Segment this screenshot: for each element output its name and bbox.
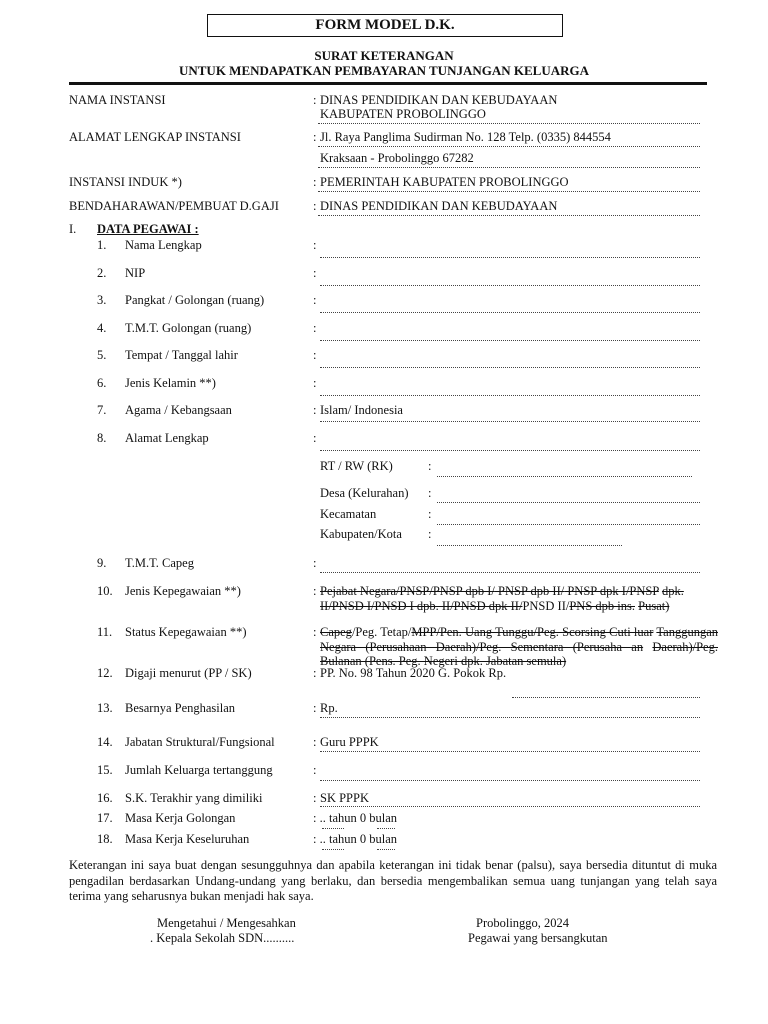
value-penghasilan: Rp. — [320, 701, 338, 715]
option-pnsp-dpb-ii: PNSP dpb II/ — [494, 584, 565, 598]
section-roman: I. — [69, 222, 77, 236]
label-sk-terakhir: S.K. Terakhir yang dimiliki — [125, 791, 263, 805]
value-nama-instansi-2: KABUPATEN PROBOLINGGO — [320, 107, 486, 121]
fill-line — [320, 312, 700, 313]
colon: : — [313, 625, 317, 639]
option-peg-bulanan: Daerah)/Peg. Bulanan (Pens. Peg. Negeri dpk. Jabatan semula) — [320, 639, 718, 668]
item-number: 17. — [97, 811, 113, 825]
option-pns-dpb-ins: PNS dpb ins. — [569, 598, 635, 613]
label-jenis-kepegawaian: Jenis Kepegawaian **) — [125, 584, 241, 598]
colon: : — [428, 507, 432, 521]
statement-paragraph: Keterangan ini saya buat dengan sesungguhnya dan apabila keterangan ini tidak benar (palsu), saya bersedia dituntut di muka pengadilan berdasarkan Undang-undang yang berlaku, dan bersedia mengembalikan semua uang tunjangan yang telah saya terima yang seharusnya bukan menjadi hak saya. — [69, 858, 717, 903]
colon: : — [313, 791, 317, 805]
item-number: 18. — [97, 832, 113, 846]
item-number: 2. — [97, 266, 107, 280]
item-number: 14. — [97, 735, 113, 749]
colon: : — [313, 130, 317, 144]
value-jabatan: Guru PPPK — [320, 735, 379, 749]
item-number: 8. — [97, 431, 107, 445]
colon: : — [313, 238, 317, 252]
label-masa-kerja-keseluruhan: Masa Kerja Keseluruhan — [125, 832, 250, 846]
colon: : — [313, 584, 317, 598]
option-peg-tetap: /Peg. Tetap/ — [351, 625, 412, 639]
option-pejabat-negara: Pejabat Negara/PNSP/PNSP dpb I/ — [320, 584, 495, 598]
option-capeg: Capeg — [320, 625, 352, 639]
colon: : — [313, 348, 317, 362]
label-jabatan: Jabatan Struktural/Fungsional — [125, 735, 275, 749]
value-masa-kerja-keseluruhan: : .. tahun 0 bulan — [313, 832, 398, 846]
fill-line — [320, 257, 700, 258]
colon: : — [428, 486, 432, 500]
label-alamat-lengkap: Alamat Lengkap — [125, 431, 209, 445]
fill-line — [318, 167, 700, 168]
colon: : — [313, 556, 317, 570]
label-pangkat: Pangkat / Golongan (ruang) — [125, 293, 265, 307]
label-status-kepegawaian: Status Kepegawaian **) — [125, 625, 247, 639]
label-digaji-menurut: Digaji menurut (PP / SK) — [125, 666, 252, 680]
label-masa-kerja-golongan: Masa Kerja Golongan — [125, 811, 236, 825]
colon: : — [313, 403, 317, 417]
label-tempat-tanggal-lahir: Tempat / Tanggal lahir — [125, 348, 238, 362]
fill-line — [437, 545, 622, 546]
colon: : — [313, 431, 317, 445]
item-number: 13. — [97, 701, 113, 715]
value-alamat-instansi-1: Jl. Raya Panglima Sudirman No. 128 Telp. (0335) 844554 — [320, 130, 611, 144]
item-number: 9. — [97, 556, 107, 570]
signature-right-line2: Pegawai yang bersangkutan — [468, 931, 608, 945]
fill-line — [322, 849, 344, 850]
label-desa: Desa (Kelurahan) — [320, 486, 409, 500]
fill-line — [320, 367, 700, 368]
colon: : — [428, 527, 432, 541]
fill-line — [318, 215, 700, 216]
label-bendaharawan: BENDAHARAWAN/PEMBUAT D.GAJI — [69, 199, 279, 213]
fill-line — [377, 828, 395, 829]
item-number: 11. — [97, 625, 113, 639]
colon: : — [313, 93, 317, 107]
signature-right-line1: Probolinggo, 2024 — [476, 916, 570, 930]
fill-line — [320, 751, 700, 752]
fill-line — [318, 146, 700, 147]
colon: : — [313, 376, 317, 390]
fill-line — [320, 806, 700, 807]
fill-line — [318, 123, 700, 124]
signature-left-line2: . Kepala Sekolah SDN.......... — [150, 931, 295, 945]
item-number: 1. — [97, 238, 107, 252]
value-status-kepegawaian — [320, 625, 718, 669]
heading-tunjangan-keluarga: UNTUK MENDAPATKAN PEMBAYARAN TUNJANGAN KELUARGA — [178, 63, 589, 78]
option-pnsd-ii: PNSD II/ — [522, 598, 570, 613]
option-pusat: Pusat) — [638, 598, 670, 613]
item-number: 15. — [97, 763, 113, 777]
fill-line — [322, 828, 344, 829]
heading-surat-keterangan: SURAT KETERANGAN — [314, 48, 454, 63]
label-kecamatan: Kecamatan — [320, 507, 377, 521]
colon: : — [313, 175, 317, 189]
colon: : — [313, 763, 317, 777]
label-instansi-induk: INSTANSI INDUK *) — [69, 175, 182, 189]
item-number: 3. — [97, 293, 107, 307]
item-number: 12. — [97, 666, 113, 680]
item-number: 16. — [97, 791, 113, 805]
label-jenis-kelamin: Jenis Kelamin **) — [125, 376, 216, 390]
fill-line — [437, 502, 700, 503]
fill-line — [320, 285, 700, 286]
fill-line — [437, 524, 700, 525]
option-pnsp-dpk-i: PNSP dpk I/PNSP — [564, 584, 659, 598]
value-instansi-induk: PEMERINTAH KABUPATEN PROBOLINGGO — [320, 175, 569, 189]
colon: : — [313, 666, 317, 680]
fill-line — [320, 780, 700, 781]
fill-line — [320, 340, 700, 341]
colon: : — [313, 199, 317, 213]
value-nama-instansi-1: DINAS PENDIDIKAN DAN KEBUDAYAAN — [320, 93, 558, 107]
fill-line — [512, 697, 700, 698]
value-sk-terakhir: SK PPPK — [320, 791, 369, 805]
option-tanggungan-negara: Tanggungan Negara (Perusahaan Daerah)/Peg. Sementara (Perusaha an — [320, 625, 718, 654]
colon: : — [313, 293, 317, 307]
form-title: FORM MODEL D.K. — [207, 14, 563, 37]
signature-left-line1: Mengetahui / Mengesahkan — [157, 916, 296, 930]
item-number: 4. — [97, 321, 107, 335]
colon: : — [313, 321, 317, 335]
label-tmt-capeg: T.M.T. Capeg — [125, 556, 194, 570]
section-title: DATA PEGAWAI : — [97, 222, 199, 236]
item-number: 10. — [97, 584, 113, 598]
value-bendaharawan: DINAS PENDIDIKAN DAN KEBUDAYAAN — [320, 199, 558, 213]
item-number: 5. — [97, 348, 107, 362]
fill-line — [377, 849, 395, 850]
label-nip: NIP — [125, 266, 146, 280]
value-alamat-instansi-2: Kraksaan - Probolinggo 67282 — [320, 151, 474, 165]
fill-line — [320, 450, 700, 451]
value-jenis-kepegawaian — [320, 584, 718, 613]
label-tmt-golongan: T.M.T. Golongan (ruang) — [125, 321, 252, 335]
heading-rule — [69, 82, 707, 85]
colon: : — [313, 266, 317, 280]
fill-line — [320, 395, 700, 396]
label-penghasilan: Besarnya Penghasilan — [125, 701, 236, 715]
colon: : — [313, 701, 317, 715]
colon: : — [428, 459, 432, 473]
label-nama-instansi: NAMA INSTANSI — [69, 93, 166, 107]
value-agama: Islam/ Indonesia — [320, 403, 403, 417]
label-kabupaten: Kabupaten/Kota — [320, 527, 402, 541]
label-alamat-instansi: ALAMAT LENGKAP INSTANSI — [69, 130, 241, 144]
colon: : — [313, 735, 317, 749]
fill-line — [318, 191, 700, 192]
label-jumlah-keluarga: Jumlah Keluarga tertanggung — [125, 763, 273, 777]
fill-line — [320, 421, 700, 422]
value-digaji-menurut: PP. No. 98 Tahun 2020 G. Pokok Rp. — [320, 666, 507, 680]
label-agama: Agama / Kebangsaan — [125, 403, 232, 417]
label-rt-rw: RT / RW (RK) — [320, 459, 393, 473]
item-number: 6. — [97, 376, 107, 390]
fill-line — [320, 572, 700, 573]
fill-line — [437, 476, 692, 477]
option-pnsd: dpk. II/PNSD I/PNSD I dpb. II/PNSD dpk II/ — [320, 584, 684, 613]
value-masa-kerja-golongan: : .. tahun 0 bulan — [313, 811, 398, 825]
fill-line — [320, 717, 700, 718]
label-nama-lengkap: Nama Lengkap — [125, 238, 202, 252]
item-number: 7. — [97, 403, 107, 417]
option-mpp: MPP/Pen. Uang Tunggu/Peg. Scorsing Cuti luar — [411, 625, 654, 639]
